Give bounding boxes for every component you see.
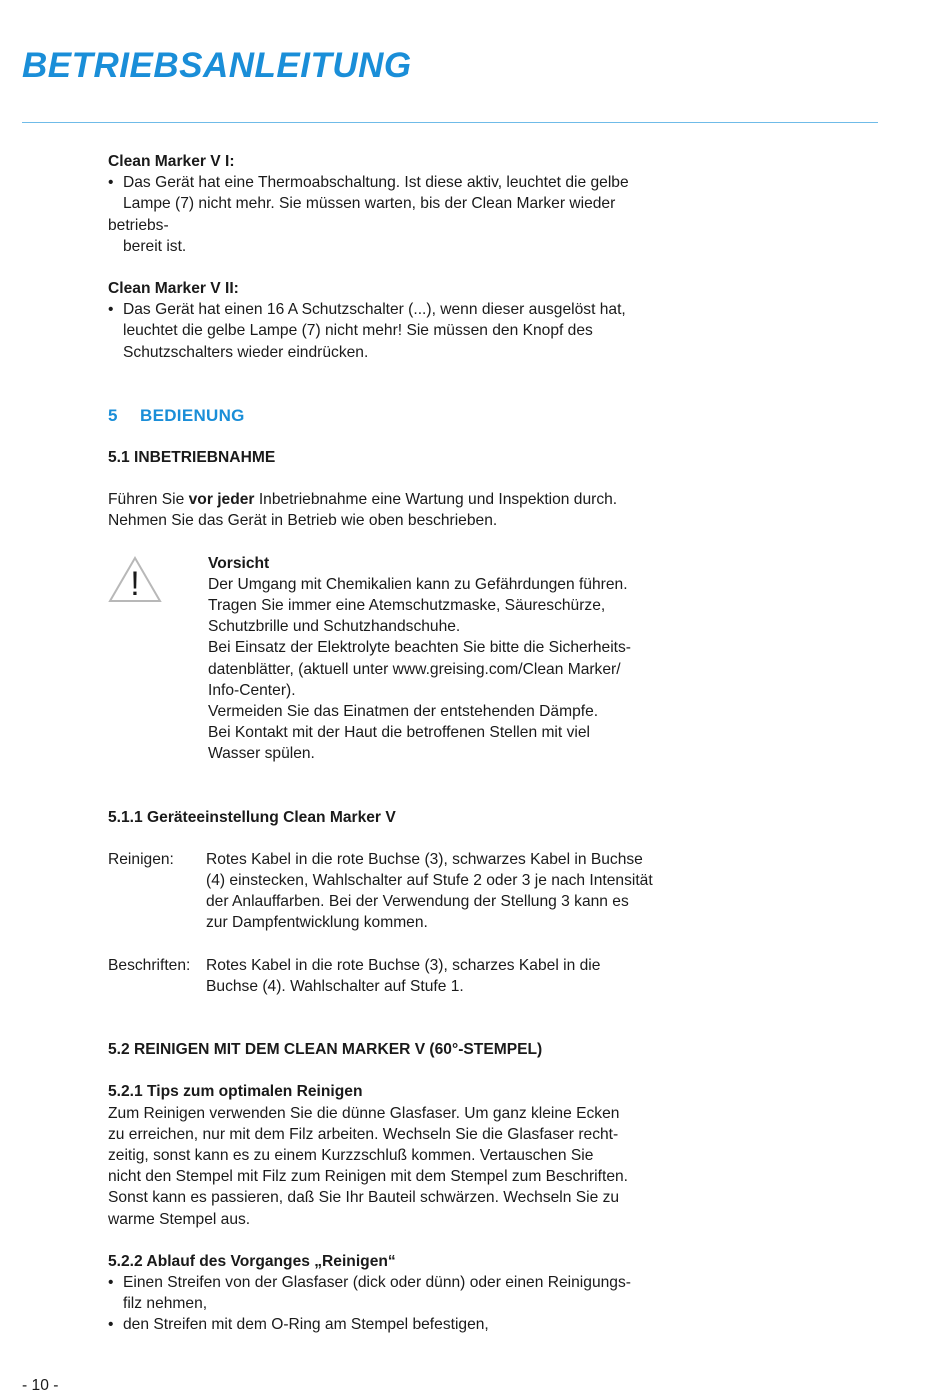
section-5-2-heading: 5.2 REINIGEN MIT DEM CLEAN MARKER V (60°-STEMPEL): [108, 1041, 543, 1059]
section-5-2-2-heading: 5.2.2 Ablauf des Vorganges „Reinigen“: [108, 1252, 396, 1270]
clean-marker-1-bullet-line: Lampe (7) nicht mehr. Sie müssen warten, bis der Clean Marker wieder: [123, 195, 616, 213]
warning-triangle-icon: [108, 555, 162, 603]
section-5-title: BEDIENUNG: [140, 405, 245, 425]
emphasis-text: vor jeder: [188, 491, 255, 509]
document-title: BETRIEBSANLEITUNG: [22, 46, 412, 85]
caution-line: Der Umgang mit Chemikalien kann zu Gefährdungen führen.: [208, 575, 628, 593]
caution-line: Bei Kontakt mit der Haut die betroffenen Stellen mit viel: [208, 724, 590, 742]
section-5-heading: [108, 405, 718, 426]
paragraph-text: Führen Sie: [108, 491, 189, 509]
page-number: - 10 -: [22, 1377, 59, 1394]
clean-marker-1-bullet-line: bereit ist.: [123, 237, 187, 255]
page-content: [108, 151, 718, 1336]
clean-marker-1-bullet-line: betriebs-: [108, 216, 169, 234]
clean-marker-2-bullet-line: Schutzschalters wieder eindrücken.: [123, 343, 369, 361]
process-bullet-line: • den Streifen mit dem O-Ring am Stempel befestigen,: [108, 1314, 718, 1335]
marking-line: Buchse (4). Wahlschalter auf Stufe 1.: [206, 977, 464, 995]
header-divider: [22, 122, 878, 123]
caution-line: Tragen Sie immer eine Atemschutzmaske, Säureschürze,: [208, 597, 606, 615]
section-5-1-paragraph: Nehmen Sie das Gerät in Betrieb wie oben beschrieben.: [108, 512, 498, 530]
caution-notice: [108, 553, 718, 765]
caution-line: Info-Center).: [208, 681, 296, 699]
caution-line: Wasser spülen.: [208, 745, 315, 763]
marking-setting: [108, 955, 718, 997]
tips-line: Sonst kann es passieren, daß Sie Ihr Bauteil schwärzen. Wechseln Sie zu: [108, 1189, 620, 1207]
marking-line: Rotes Kabel in die rote Buchse (3), scharzes Kabel in die: [206, 956, 601, 974]
clean-marker-1-heading: Clean Marker V I:: [108, 153, 235, 170]
clean-marker-2-heading: Clean Marker V II:: [108, 280, 239, 298]
section-5-1-paragraph: [108, 489, 718, 510]
cleaning-label: Reinigen:: [108, 850, 174, 868]
clean-marker-1-bullet-line: • Das Gerät hat eine Thermoabschaltung. Ist diese aktiv, leuchtet die gelbe: [108, 172, 718, 193]
cleaning-line: Rotes Kabel in die rote Buchse (3), schwarzes Kabel in Buchse: [206, 850, 643, 868]
cleaning-setting: [108, 849, 718, 934]
tips-line: Zum Reinigen verwenden Sie die dünne Glasfaser. Um ganz kleine Ecken: [108, 1104, 620, 1122]
section-5-1-heading: 5.1 INBETRIEBNAHME: [108, 449, 276, 467]
process-bullet-line: filz nehmen,: [123, 1295, 208, 1313]
tips-line: nicht den Stempel mit Filz zum Reinigen mit dem Stempel zum Beschriften.: [108, 1168, 628, 1186]
process-bullet-line: • Einen Streifen von der Glasfaser (dick oder dünn) oder einen Reinigungs-: [108, 1272, 718, 1293]
caution-line: datenblätter, (aktuell unter www.greising.com/Clean Marker/: [208, 660, 621, 678]
warning-glyph: !: [130, 564, 140, 603]
cleaning-line: (4) einstecken, Wahlschalter auf Stufe 2 oder 3 je nach Intensität: [206, 872, 653, 890]
caution-line: Vermeiden Sie das Einatmen der entstehenden Dämpfe.: [208, 703, 599, 721]
paragraph-text: Inbetriebnahme eine Wartung und Inspektion durch.: [254, 491, 618, 509]
section-5-number: 5: [108, 405, 118, 425]
tips-line: warme Stempel aus.: [108, 1210, 251, 1228]
tips-line: zeitig, sonst kann es zu einem Kurzzschluß kommen. Vertauschen Sie: [108, 1146, 594, 1164]
caution-line: Schutzbrille und Schutzhandschuhe.: [208, 618, 461, 636]
marking-label: Beschriften:: [108, 956, 191, 974]
caution-line: Bei Einsatz der Elektrolyte beachten Sie bitte die Sicherheits-: [208, 639, 631, 657]
section-5-2-1-heading: 5.2.1 Tips zum optimalen Reinigen: [108, 1083, 363, 1101]
cleaning-line: der Anlauffarben. Bei der Verwendung der Stellung 3 kann es: [206, 893, 629, 911]
clean-marker-2-bullet-line: leuchtet die gelbe Lampe (7) nicht mehr! Sie müssen den Knopf des: [123, 322, 593, 340]
tips-line: zu erreichen, nur mit dem Filz arbeiten. Wechseln Sie die Glasfaser recht-: [108, 1125, 619, 1143]
cleaning-line: zur Dampfentwicklung kommen.: [206, 914, 428, 932]
section-5-1-1-heading: 5.1.1 Geräteeinstellung Clean Marker V: [108, 808, 396, 826]
clean-marker-2-bullet-line: • Das Gerät hat einen 16 A Schutzschalter (...), wenn dieser ausgelöst hat,: [108, 299, 718, 320]
caution-heading: Vorsicht: [208, 554, 270, 572]
